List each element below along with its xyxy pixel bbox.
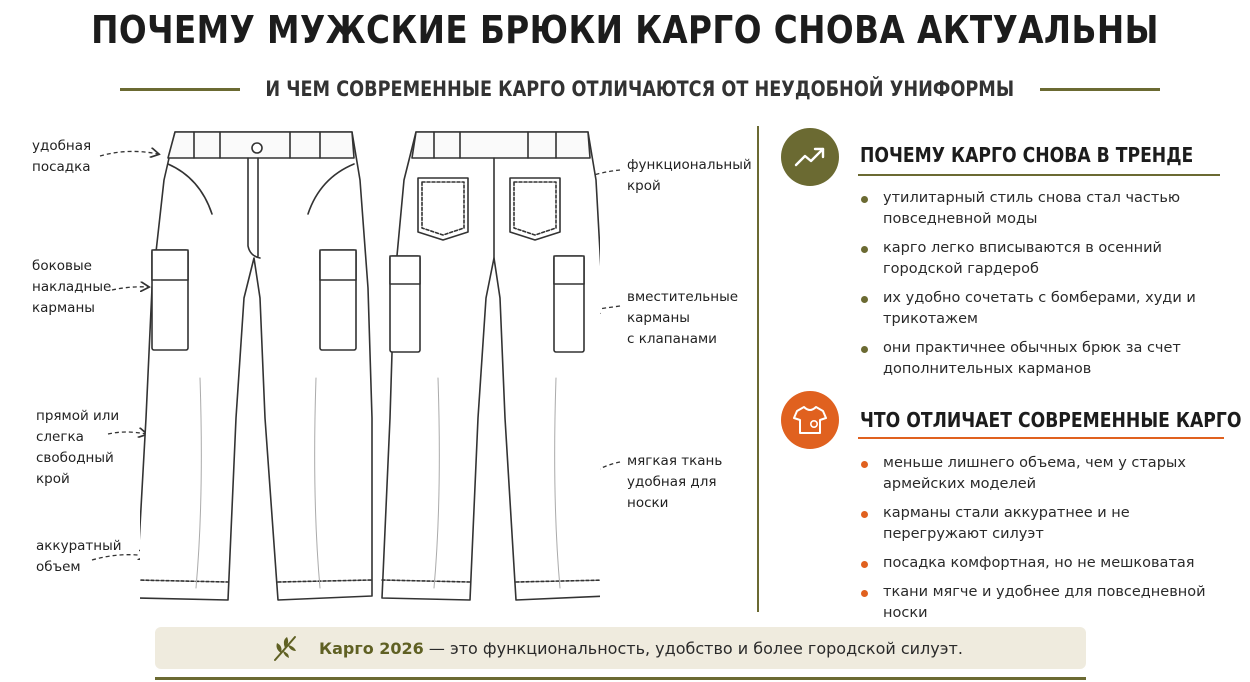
annotation-soft-fabric: мягкая ткань удобная для носки [627,453,723,511]
vertical-divider [757,126,759,612]
trend-up-icon [781,128,839,186]
footer-rest: — это функциональность, удобство и более городской силуэт. [423,638,963,658]
bullet-dot [861,296,868,303]
annotation-functional-cut: функциональный крой [627,157,752,194]
annotation-straight-cut: прямой или слегка свободный крой [36,408,120,487]
bullet-dot [861,561,868,568]
bullet-dot [861,461,868,468]
bullet-dot [861,346,868,353]
bullet-dot [861,511,868,518]
bullet-dot [861,590,868,597]
pants-back-view [382,132,600,600]
annotation-neat-volume: аккуратный объем [36,538,122,575]
cargo-pants-illustration [140,118,600,608]
footer-rule [155,677,1086,680]
list-item: ткани мягче и удобнее для повседневной носки [858,582,1218,624]
footer-text [319,639,963,658]
trend-list [858,188,1218,388]
section-rule-trend [858,174,1220,176]
modern-list [858,453,1218,632]
bullet-dot [861,196,868,203]
list-item: они практичнее обычных брюк за счет дополнительных карманов [858,338,1218,380]
annotation-comfortable-fit: удобная посадка [32,138,92,175]
section-rule-modern [858,437,1224,439]
tshirt-icon [781,391,839,449]
subtitle-rule-right [1040,88,1160,91]
list-item: карманы стали аккуратнее и не перегружают силуэт [858,503,1218,545]
arrow-neat-volume [92,555,146,560]
annotation-side-pockets: боковые накладные карманы [32,258,112,316]
page-title: ПОЧЕМУ МУЖСКИЕ БРЮКИ КАРГО СНОВА АКТУАЛЬНЫ [91,8,1159,52]
pants-front-view [140,132,372,600]
bullet-dot [861,246,868,253]
list-item: карго легко вписываются в осенний городской гардероб [858,238,1218,280]
list-item: утилитарный стиль снова стал частью повседневной моды [858,188,1218,230]
page-subtitle: И ЧЕМ СОВРЕМЕННЫЕ КАРГО ОТЛИЧАЮТСЯ ОТ НЕУДОБНОЙ УНИФОРМЫ [265,77,1015,101]
footer-banner [155,627,1086,669]
section-title-modern: ЧТО ОТЛИЧАЕТ СОВРЕМЕННЫЕ КАРГО [860,408,1242,432]
leaf-icon [271,633,301,663]
list-item: их удобно сочетать с бомберами, худи и трикотажем [858,288,1218,330]
list-item: меньше лишнего объема, чем у старых армейских моделей [858,453,1218,495]
section-title-trend: ПОЧЕМУ КАРГО СНОВА В ТРЕНДЕ [860,143,1194,167]
footer-bold: Карго 2026 [319,638,424,658]
annotation-flap-pockets: вместительные карманы с клапанами [627,289,739,347]
list-item: посадка комфортная, но не мешковатая [858,553,1218,574]
